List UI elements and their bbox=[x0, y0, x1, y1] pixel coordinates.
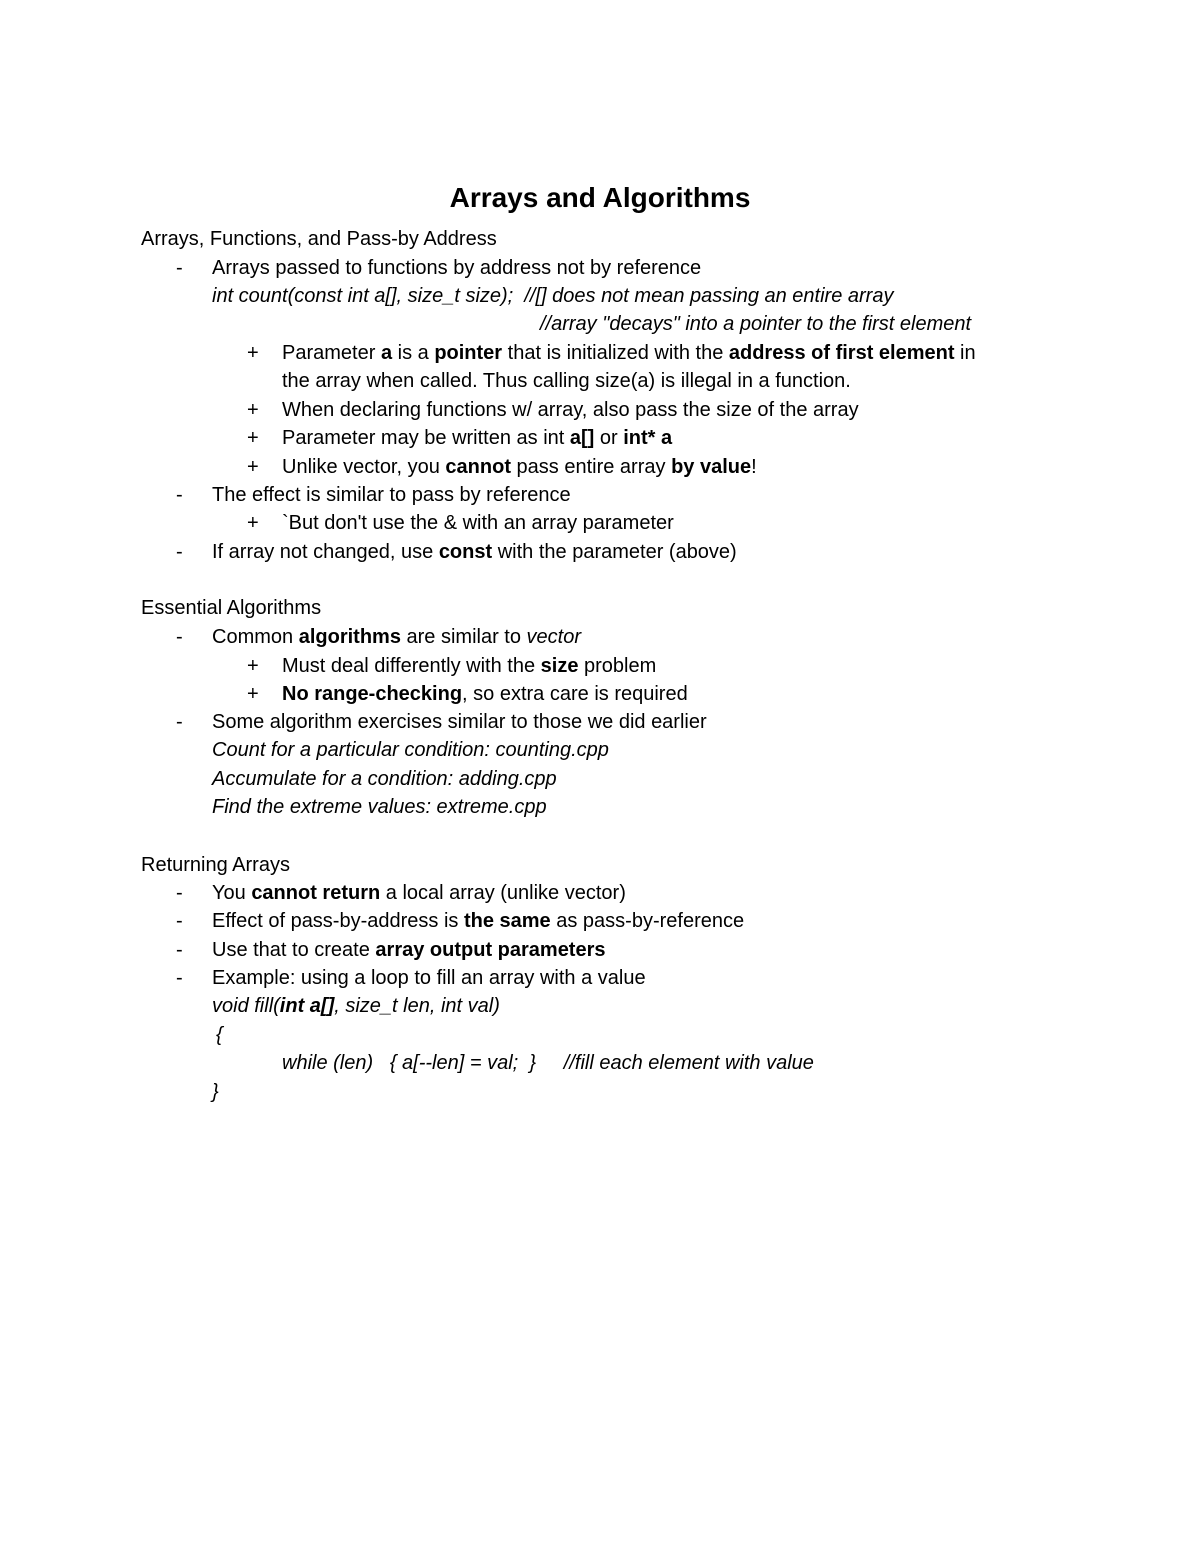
dash-bullet: - bbox=[176, 626, 183, 648]
bullet-text: If array not changed, use const with the parameter (above) bbox=[212, 541, 737, 563]
plus-bullet: + bbox=[247, 342, 259, 364]
sub-bullet-text: Unlike vector, you cannot pass entire array by value! bbox=[282, 456, 757, 478]
dash-bullet: - bbox=[176, 882, 183, 904]
plus-bullet: + bbox=[247, 683, 259, 705]
bullet-text: Some algorithm exercises similar to those we did earlier bbox=[212, 711, 707, 733]
dash-bullet: - bbox=[176, 711, 183, 733]
sub-bullet-text: Must deal differently with the size problem bbox=[282, 655, 657, 677]
bullet-text: Arrays passed to functions by address not by reference bbox=[212, 257, 702, 279]
sub-bullet-text: `But don't use the & with an array parameter bbox=[282, 512, 674, 534]
code-line: while (len) { a[--len] = val; } //fill each element with value bbox=[282, 1052, 814, 1074]
plus-bullet: + bbox=[247, 512, 259, 534]
sub-bullet-continuation: the array when called. Thus calling size(a) is illegal in a function. bbox=[282, 370, 851, 392]
plus-bullet: + bbox=[247, 399, 259, 421]
bullet-text: Effect of pass-by-address is the same as pass-by-reference bbox=[212, 910, 745, 932]
example-line: Find the extreme values: extreme.cpp bbox=[212, 796, 547, 818]
page-title: Arrays and Algorithms bbox=[449, 182, 751, 213]
dash-bullet: - bbox=[176, 257, 183, 279]
code-line: } bbox=[212, 1081, 219, 1103]
section-heading: Essential Algorithms bbox=[141, 597, 322, 619]
dash-bullet: - bbox=[176, 939, 183, 961]
code-line: { bbox=[216, 1024, 223, 1046]
bullet-text: Example: using a loop to fill an array with a value bbox=[212, 967, 646, 989]
code-line: int count(const int a[], size_t size); //[] does not mean passing an entire array bbox=[212, 285, 894, 307]
example-line: Accumulate for a condition: adding.cpp bbox=[212, 768, 557, 790]
bullet-text: You cannot return a local array (unlike vector) bbox=[212, 882, 626, 904]
dash-bullet: - bbox=[176, 484, 183, 506]
sub-bullet-text: No range-checking, so extra care is required bbox=[282, 683, 688, 705]
sub-bullet-text: Parameter a is a pointer that is initialized with the address of first element in bbox=[282, 342, 976, 364]
dash-bullet: - bbox=[176, 967, 183, 989]
dash-bullet: - bbox=[176, 910, 183, 932]
bullet-text: Common algorithms are similar to vector bbox=[212, 626, 582, 648]
plus-bullet: + bbox=[247, 456, 259, 478]
bullet-text: The effect is similar to pass by reference bbox=[212, 484, 571, 506]
section-heading: Arrays, Functions, and Pass-by Address bbox=[141, 228, 497, 250]
example-line: Count for a particular condition: counting.cpp bbox=[212, 739, 609, 761]
plus-bullet: + bbox=[247, 427, 259, 449]
plus-bullet: + bbox=[247, 655, 259, 677]
code-comment: //array "decays" into a pointer to the first element bbox=[540, 313, 972, 335]
sub-bullet-text: When declaring functions w/ array, also pass the size of the array bbox=[282, 399, 859, 421]
bullet-text: Use that to create array output parameters bbox=[212, 939, 606, 961]
code-line: void fill(int a[], size_t len, int val) bbox=[212, 995, 500, 1017]
sub-bullet-text: Parameter may be written as int a[] or int* a bbox=[282, 427, 673, 449]
section-heading: Returning Arrays bbox=[141, 854, 290, 876]
dash-bullet: - bbox=[176, 541, 183, 563]
